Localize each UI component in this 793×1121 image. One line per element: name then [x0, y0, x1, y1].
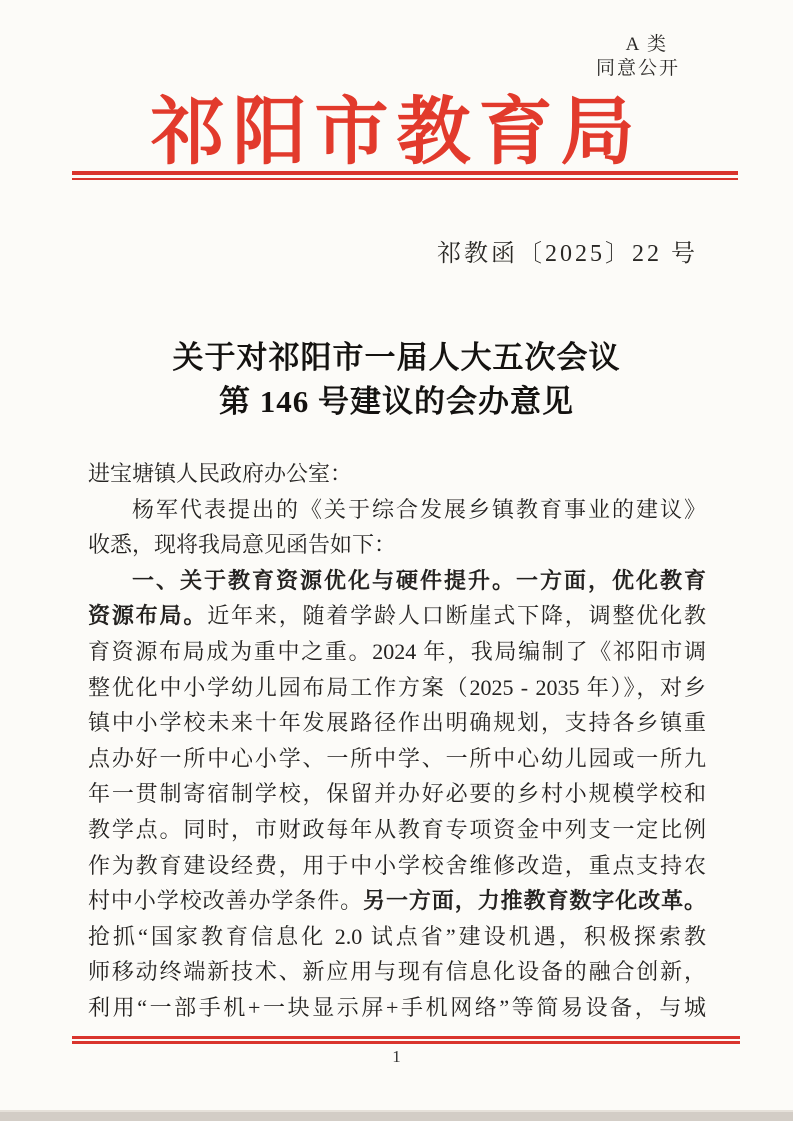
body-segment: 杨军代表提出的《关于综合发展乡镇教育事业的建议》 — [132, 496, 706, 522]
body-line — [88, 741, 706, 777]
body-line — [88, 848, 706, 884]
body-line — [88, 456, 706, 492]
body-line — [88, 492, 706, 528]
body-segment: 育资源布局成为重中之重。2024 年，我局编制了《祁阳市调 — [88, 638, 706, 664]
agency-title: 祁阳市教育局 — [150, 92, 643, 174]
body-segment-bold: 一、关于教育资源优化与硬件提升。一方面，优化教育 — [132, 567, 706, 593]
body-line — [88, 563, 706, 599]
page-number: 1 — [392, 1047, 401, 1066]
body-line — [88, 883, 706, 919]
header-rule — [72, 171, 738, 180]
body-line — [88, 919, 706, 955]
doc-number: 祁教函〔2025〕22 号 — [437, 241, 698, 267]
header-rule-thin-line — [72, 178, 738, 180]
document-title — [0, 336, 793, 424]
body-line — [88, 634, 706, 670]
body-line — [88, 598, 706, 634]
body-text — [88, 456, 706, 1026]
scan-edge-artifact — [0, 1110, 793, 1121]
body-segment: 作为教育建设经费，用于中小学校舍维修改造，重点支持农 — [88, 852, 706, 878]
body-segment: 点办好一所中心小学、一所中学、一所中心幼儿园或一所九 — [88, 745, 706, 771]
body-segment: 师移动终端新技术、新应用与现有信息化设备的融合创新， — [88, 959, 706, 985]
body-segment: 收悉，现将我局意见函告如下： — [88, 532, 397, 558]
body-segment: 利用“一部手机+一块显示屏+手机网络”等简易设备，与城 — [88, 994, 706, 1020]
body-line — [88, 812, 706, 848]
footer-rule — [72, 1036, 740, 1044]
disclosure-label: 同意公开 — [595, 58, 680, 79]
body-segment: 教学点。同时，市财政每年从教育专项资金中列支一定比例 — [88, 816, 706, 842]
title-line-2: 第 146 号建议的会办意见 — [219, 384, 574, 419]
body-line — [88, 990, 706, 1026]
body-segment: 整优化中小学幼儿园布局工作方案（2025 - 2035 年）》，对乡 — [88, 674, 706, 700]
footer-rule-thin-line — [72, 1041, 740, 1044]
body-line — [88, 776, 706, 812]
body-line — [88, 670, 706, 706]
body-segment: 年一贯制寄宿制学校，保留并办好必要的乡村小规模学校和 — [88, 781, 706, 807]
classification-block — [596, 33, 680, 81]
body-segment: 镇中小学校未来十年发展路径作出明确规划，支持各乡镇重 — [88, 710, 706, 736]
body-segment: 近年来，随着学龄人口断崖式下降，调整优化教 — [207, 603, 706, 629]
body-segment: 进宝塘镇人民政府办公室： — [88, 461, 353, 486]
classification-label: A 类 — [625, 34, 668, 55]
title-line-1: 关于对祁阳市一届人大五次会议 — [172, 340, 621, 375]
body-line — [88, 954, 706, 990]
body-segment-bold: 资源布局。 — [88, 603, 208, 629]
body-segment-bold: 另一方面，力推教育数字化改革。 — [363, 888, 706, 914]
body-segment: 抢抓“国家教育信息化 2.0 试点省”建设机遇，积极探索教 — [88, 923, 706, 949]
body-line — [88, 527, 706, 563]
body-segment: 村中小学校改善办学条件。 — [88, 888, 364, 914]
body-line — [88, 705, 706, 741]
